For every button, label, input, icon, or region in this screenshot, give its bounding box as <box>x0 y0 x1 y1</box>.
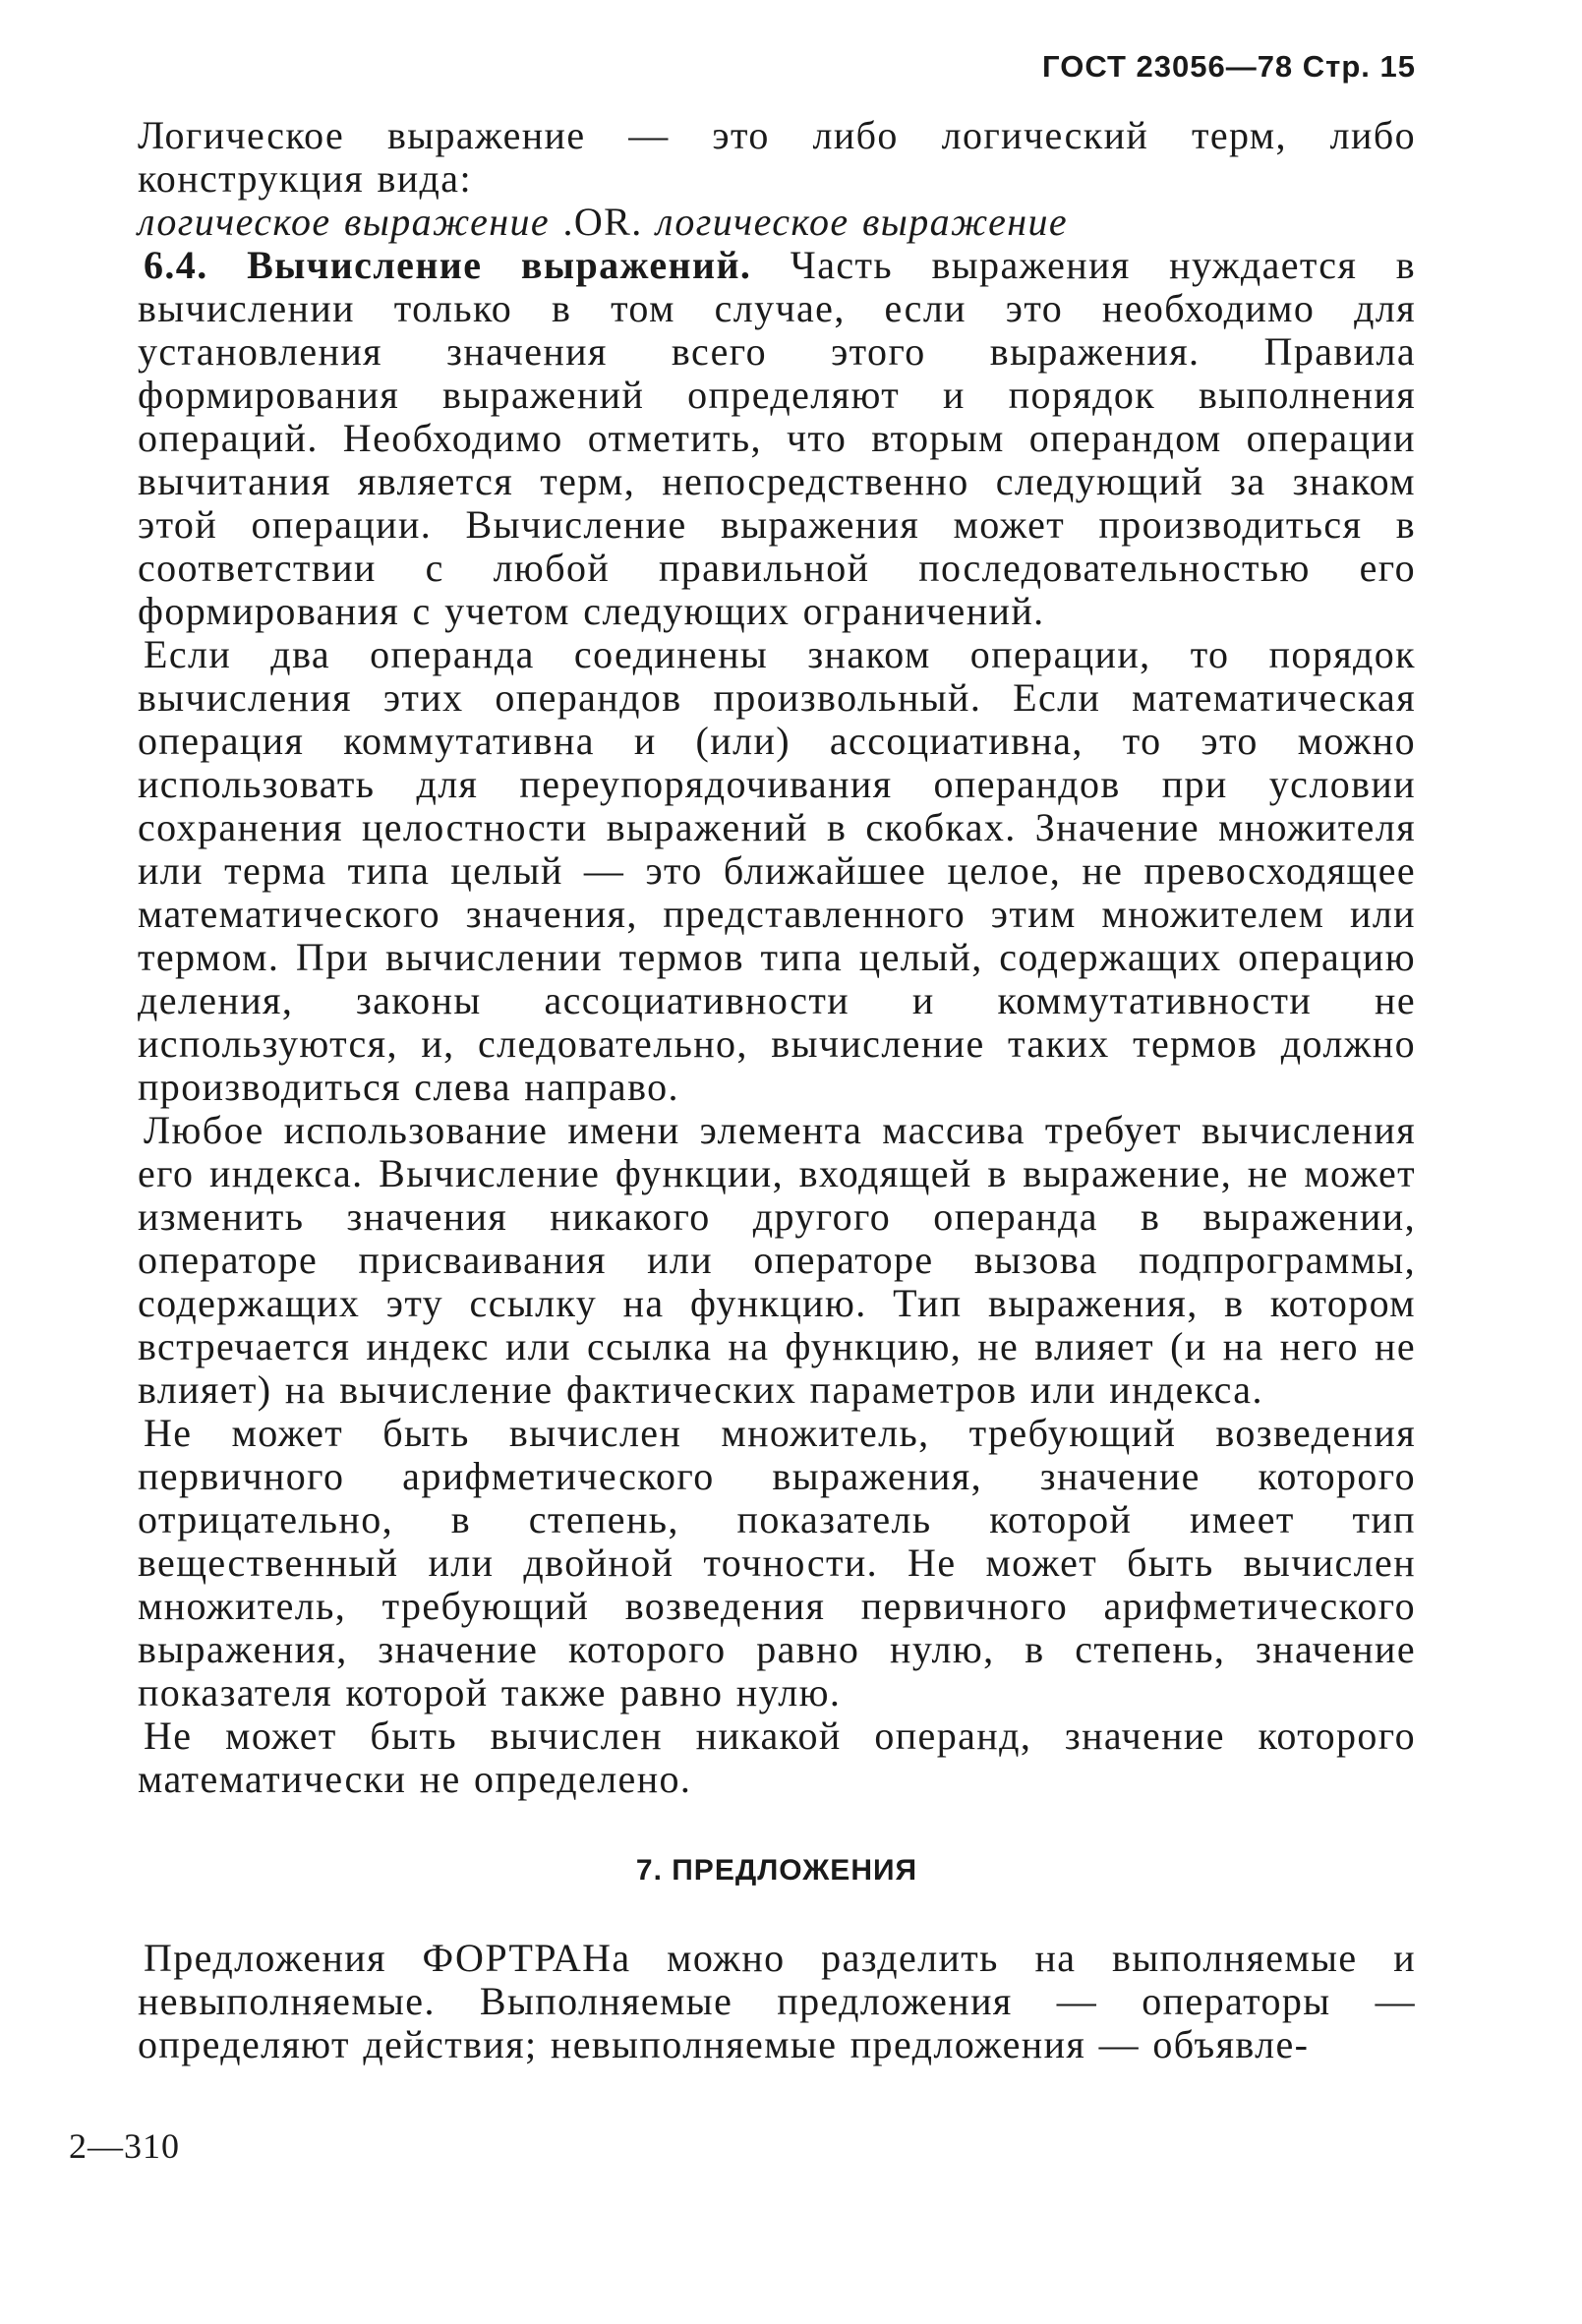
formula-right: логическое выражение <box>656 200 1069 244</box>
document-page <box>138 39 1416 2066</box>
paragraph-logical-expression: Логическое выражение — это либо логический терм, либо конструкция вида: <box>138 113 1416 201</box>
paragraph-operand-order: Если два операнда соединены знаком операции, то порядок вычисления этих операндов произвольный. Если математическая операция коммутативна и (или) ассоциативна, то это можно использовать для переупорядочивания операндов при условии сохранения целостности выражений в скобках. Значение множителя или терма типа целый — это ближайшее целое, не превосходящее математического значения, представленного этим множителем или термом. При вычислении термов типа целый, содержащих операцию деления, законы ассоциативности и коммутативности не используются, и, следовательно, вычисление таких термов должно производиться слева направо. <box>138 632 1416 1109</box>
paragraph-evaluation-text: Часть выражения нуждается в вычислении только в том случае, если это необходимо для установления значения всего этого выражения. Правила формирования выражений определяют и порядок выполнения операций. Необходимо отметить, что вторым операндом операции вычитания является терм, непосредственно следующий за знаком этой операции. Вычисление выражения может производиться в соответствии с любой правильной последовательностью его формирования с учетом следующих ограничений. <box>138 243 1417 633</box>
body-text <box>138 114 1416 1801</box>
section-title: 7. ПРЕДЛОЖЕНИЯ <box>635 1854 918 1887</box>
printer-signature: 2—310 <box>69 2126 180 2166</box>
paragraph-evaluation <box>138 244 1416 633</box>
paragraph-statements: Предложения ФОРТРАНа можно разделить на выполняемые и невыполняемые. Выполняемые предложения — операторы — определяют действия; невыполняемые предложения — объявле- <box>138 1936 1416 2066</box>
formula-operator: .OR. <box>562 200 643 244</box>
paragraph-power: Не может быть вычислен множитель, требующий возведения первичного арифметического выражения, значение которого отрицательно, в степень, показатель которой имеет тип вещественный или двойной точности. Не может быть вычислен множитель, требующий возведения первичного арифметического выражения, значение которого равно нулю, в степень, значение показателя которой также равно нулю. <box>138 1411 1416 1714</box>
formula-or <box>138 201 1416 244</box>
subsection-heading: 6.4. Вычисление выражений. <box>144 243 752 287</box>
formula-left: логическое выражение <box>138 200 551 244</box>
running-head: ГОСТ 23056—78 Стр. 15 <box>1042 49 1416 84</box>
section-body <box>138 1937 1416 2066</box>
paragraph-undefined-operand: Не может быть вычислен никакой операнд, значение которого математически не определено. <box>138 1714 1416 1801</box>
paragraph-array-index: Любое использование имени элемента массива требует вычисления его индекса. Вычисление функции, входящей в выражение, не может изменить значения никакого другого операнда в выражении, операторе присваивания или операторе вызова подпрограммы, содержащих эту ссылку на функцию. Тип выражения, в котором встречается индекс или ссылка на функцию, не влияет (и на него не влияет) на вычисление фактических параметров или индекса. <box>138 1108 1416 1412</box>
